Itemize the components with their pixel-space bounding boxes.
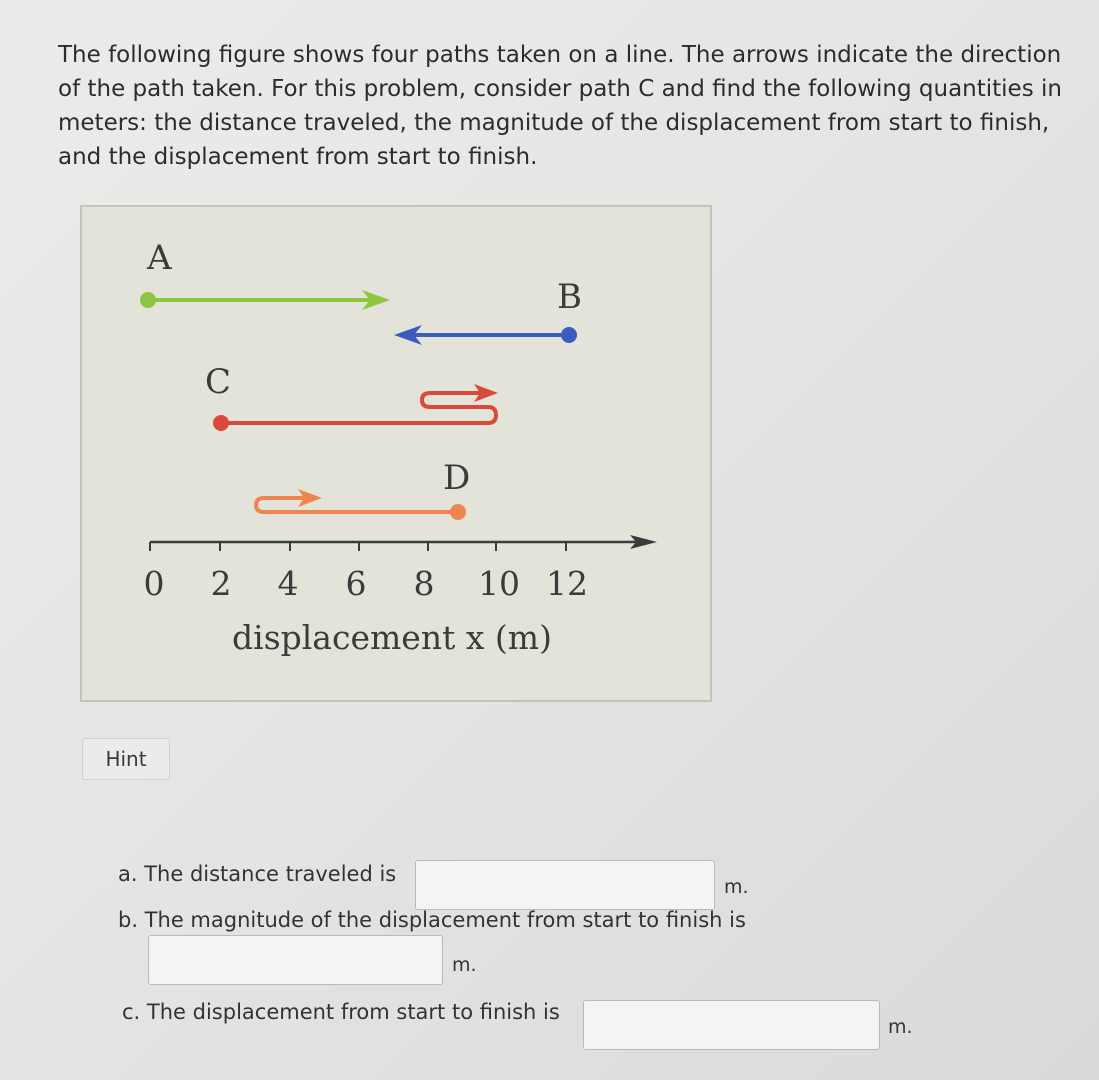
tick-label-0: 0 bbox=[143, 564, 165, 603]
part-a-unit: m. bbox=[724, 876, 749, 898]
paths-diagram bbox=[82, 207, 710, 700]
hint-button[interactable]: Hint bbox=[82, 738, 170, 780]
path-b-start-dot bbox=[561, 327, 577, 343]
part-c-unit: m. bbox=[888, 1016, 913, 1038]
part-b-label: b. The magnitude of the displacement from start to finish is bbox=[118, 908, 746, 932]
part-a-label: a. The distance traveled is bbox=[118, 862, 397, 886]
displacement-input[interactable] bbox=[583, 1000, 880, 1050]
axis-label: displacement x (m) bbox=[232, 618, 552, 657]
path-d bbox=[256, 489, 466, 520]
paths-figure bbox=[80, 205, 712, 702]
path-a-label: A bbox=[147, 238, 172, 278]
tick-label-10: 10 bbox=[478, 564, 520, 603]
tick-label-12: 12 bbox=[546, 564, 588, 603]
path-c-label: C bbox=[205, 362, 232, 402]
x-axis bbox=[144, 535, 658, 657]
path-c bbox=[213, 384, 498, 431]
tick-label-2: 2 bbox=[210, 564, 232, 603]
path-d-label: D bbox=[443, 458, 471, 498]
path-d-line bbox=[256, 498, 458, 512]
path-b-label: B bbox=[557, 277, 582, 317]
tick-label-4: 4 bbox=[277, 564, 299, 603]
part-b-unit: m. bbox=[452, 954, 477, 976]
tick-label-6: 6 bbox=[345, 564, 367, 603]
question-text: The following figure shows four paths taken on a line. The arrows indicate the direction of the path taken. For this problem, consider path C and find the following quantities in meters: the distance traveled, the magnitude of the displacement from start to finish, and the displacement from start to finish. bbox=[58, 42, 1062, 170]
part-c-label: c. The displacement from start to finish is bbox=[122, 1000, 560, 1024]
distance-traveled-input[interactable] bbox=[415, 860, 715, 910]
path-a bbox=[140, 290, 390, 310]
path-b bbox=[394, 325, 577, 345]
tick-label-8: 8 bbox=[413, 564, 435, 603]
displacement-magnitude-input[interactable] bbox=[148, 935, 443, 985]
path-c-line bbox=[221, 393, 496, 423]
